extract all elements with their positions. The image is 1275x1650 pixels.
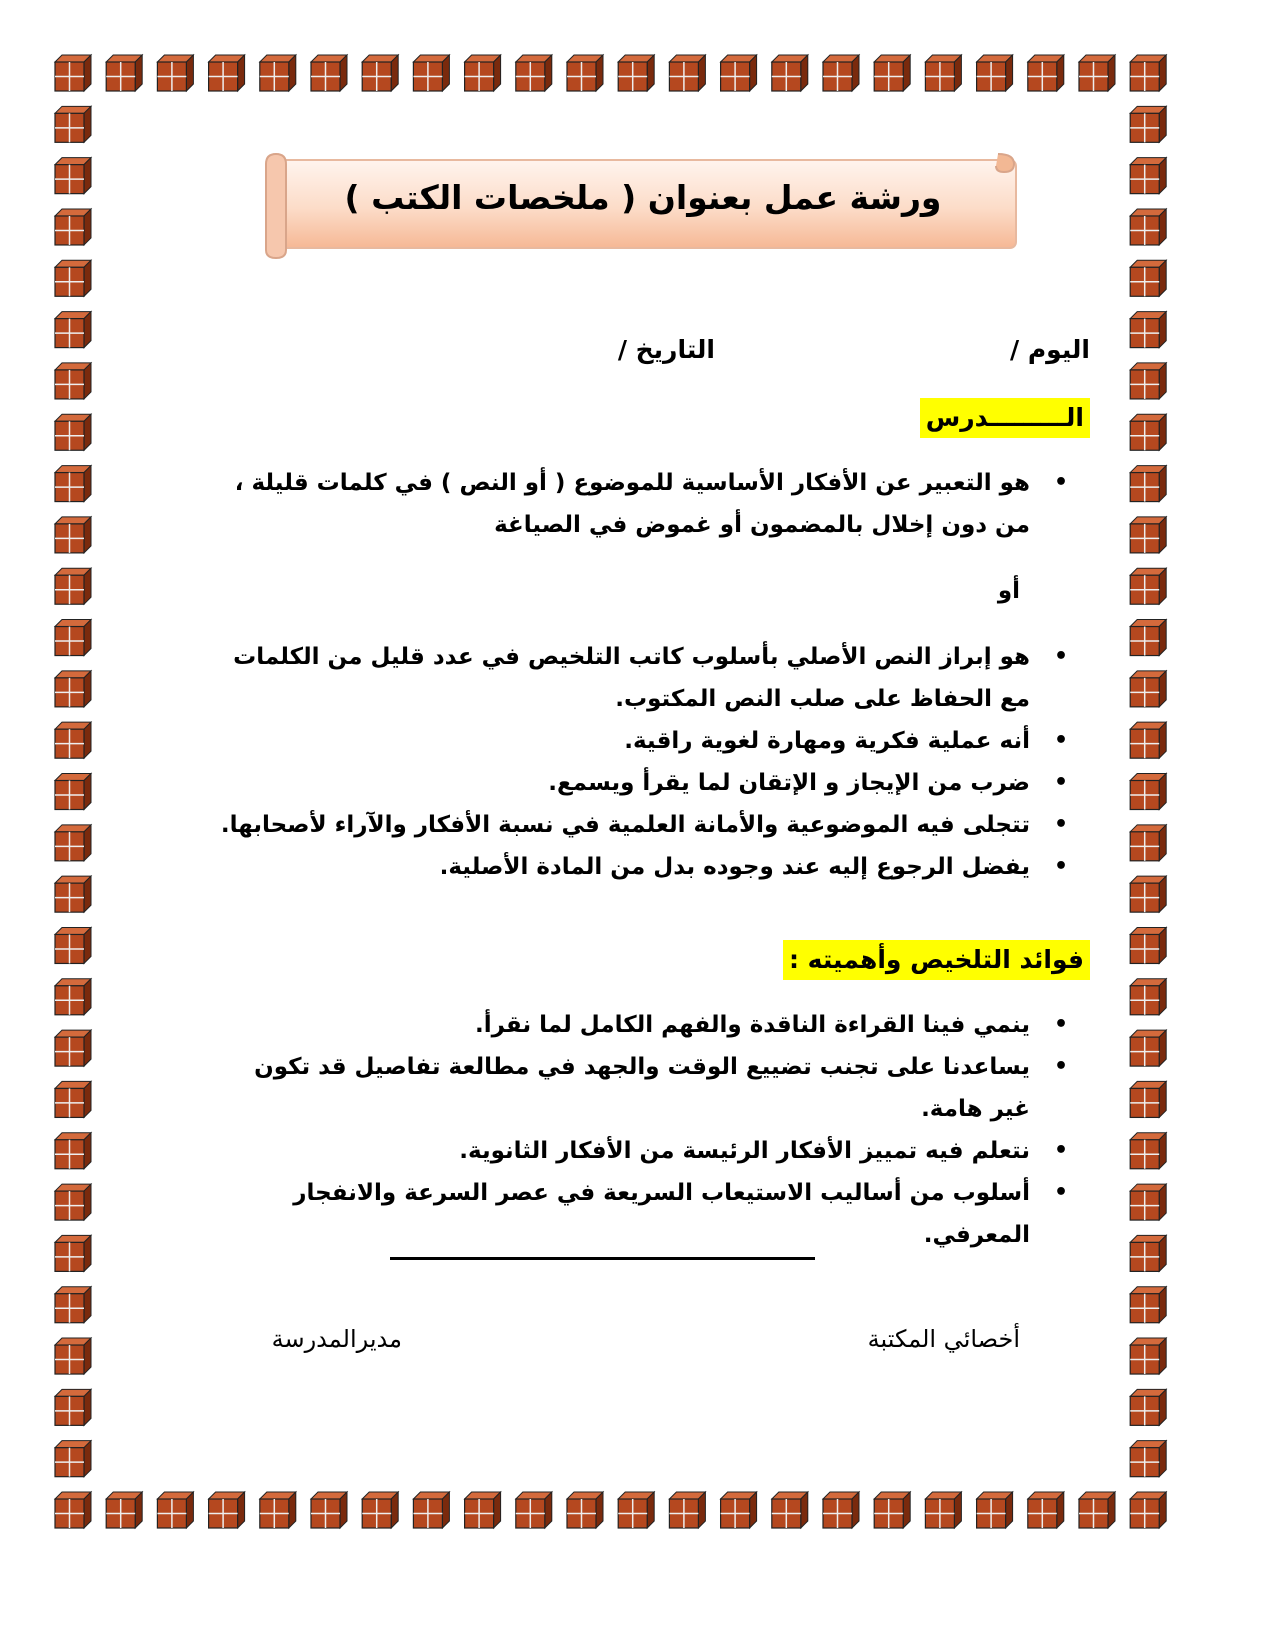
brick-cube-icon — [1130, 1235, 1166, 1271]
brick-cube-icon — [209, 1492, 245, 1528]
brick-cube-icon — [1130, 774, 1166, 810]
list-item-text: ينمي فينا القراءة الناقدة والفهم الكامل لما نقرأ. — [474, 1012, 1030, 1038]
benefits-heading: فوائد التلخيص وأهميته : — [783, 940, 1090, 980]
or-word: أو — [997, 578, 1020, 604]
brick-cube-icon — [1130, 414, 1166, 450]
brick-cube-icon — [874, 1492, 910, 1528]
brick-cube-icon — [925, 1492, 961, 1528]
brick-cube-icon — [1130, 722, 1166, 758]
brick-cube-icon — [1130, 1338, 1166, 1374]
brick-cube-icon — [55, 1184, 91, 1220]
brick-cube-icon — [1028, 55, 1064, 91]
brick-cube-icon — [669, 1492, 705, 1528]
brick-cube-icon — [55, 1492, 91, 1528]
brick-cube-icon — [55, 260, 91, 296]
brick-cube-icon — [1028, 1492, 1064, 1528]
brick-cube-icon — [55, 927, 91, 963]
brick-cube-icon — [516, 1492, 552, 1528]
list-item — [210, 636, 1068, 720]
list-item — [210, 1130, 1068, 1172]
brick-cube-icon — [413, 1492, 449, 1528]
brick-cube-icon — [977, 55, 1013, 91]
brick-cube-icon — [55, 55, 91, 91]
brick-cube-icon — [772, 1492, 808, 1528]
brick-cube-icon — [1130, 517, 1166, 553]
list-item-text: يفضل الرجوع إليه عند وجوده بدل من المادة الأصلية. — [439, 854, 1030, 880]
bullet-dot-icon: • — [1053, 1054, 1068, 1079]
brick-cube-icon — [55, 1338, 91, 1374]
brick-cube-icon — [413, 55, 449, 91]
brick-cube-icon — [1130, 1441, 1166, 1477]
list-item-text: هو التعبير عن الأفكار الأساسية للموضوع ( أو النص ) في كلمات قليلة ، من دون إخلال بالمضمون أو غموض في الصياغة — [234, 470, 1030, 538]
brick-cube-icon — [260, 55, 296, 91]
brick-cube-icon — [55, 1030, 91, 1066]
brick-cube-icon — [55, 1133, 91, 1169]
brick-cube-icon — [106, 55, 142, 91]
list-item — [210, 1004, 1068, 1046]
brick-cube-icon — [260, 1492, 296, 1528]
brick-cube-icon — [1130, 1030, 1166, 1066]
brick-cube-icon — [55, 620, 91, 656]
date-label: التاريخ / — [617, 335, 715, 364]
bullet-dot-icon: • — [1053, 1012, 1068, 1037]
horizontal-divider — [390, 1257, 815, 1260]
list-item — [210, 1172, 1068, 1256]
list-item-text: ضرب من الإيجاز و الإتقان لما يقرأ ويسمع. — [548, 770, 1030, 796]
brick-cube-icon — [55, 158, 91, 194]
brick-cube-icon — [1130, 979, 1166, 1015]
brick-cube-icon — [55, 671, 91, 707]
list-item-text: نتعلم فيه تمييز الأفكار الرئيسة من الأفكار الثانوية. — [459, 1138, 1030, 1164]
brick-cube-icon — [772, 55, 808, 91]
brick-cube-icon — [465, 1492, 501, 1528]
brick-cube-icon — [55, 106, 91, 142]
list-item — [210, 846, 1068, 888]
brick-cube-icon — [106, 1492, 142, 1528]
brick-cube-icon — [1130, 1287, 1166, 1323]
brick-cube-icon — [55, 774, 91, 810]
list-item — [210, 804, 1068, 846]
lesson-list — [210, 636, 1068, 888]
bullet-dot-icon: • — [1053, 644, 1068, 669]
brick-cube-icon — [925, 55, 961, 91]
brick-cube-icon — [55, 517, 91, 553]
brick-cube-icon — [1130, 1081, 1166, 1117]
brick-cube-icon — [1130, 671, 1166, 707]
bullet-dot-icon: • — [1053, 470, 1068, 495]
brick-cube-icon — [1130, 825, 1166, 861]
brick-cube-icon — [55, 209, 91, 245]
bullet-dot-icon: • — [1053, 854, 1068, 879]
brick-cube-icon — [55, 876, 91, 912]
bullet-dot-icon: • — [1053, 770, 1068, 795]
list-item-text: أنه عملية فكرية ومهارة لغوية راقية. — [624, 728, 1030, 754]
brick-cube-icon — [157, 1492, 193, 1528]
brick-cube-icon — [823, 1492, 859, 1528]
benefits-list — [210, 1004, 1068, 1256]
list-item — [210, 1046, 1068, 1130]
brick-cube-icon — [1130, 876, 1166, 912]
brick-cube-icon — [618, 1492, 654, 1528]
brick-cube-icon — [1130, 466, 1166, 502]
brick-cube-icon — [823, 55, 859, 91]
brick-cube-icon — [1130, 1184, 1166, 1220]
brick-cube-icon — [311, 1492, 347, 1528]
brick-cube-icon — [1130, 363, 1166, 399]
brick-cube-icon — [362, 1492, 398, 1528]
list-item — [210, 720, 1068, 762]
brick-cube-icon — [1130, 158, 1166, 194]
brick-cube-icon — [1079, 55, 1115, 91]
list-item — [210, 462, 1068, 546]
brick-cube-icon — [55, 414, 91, 450]
brick-cube-icon — [311, 55, 347, 91]
list-item-text: تتجلى فيه الموضوعية والأمانة العلمية في نسبة الأفكار والآراء لأصحابها. — [220, 812, 1030, 838]
brick-cube-icon — [55, 1081, 91, 1117]
list-item-text: هو إبراز النص الأصلي بأسلوب كاتب التلخيص في عدد قليل من الكلمات مع الحفاظ على صلب النص المكتوب. — [233, 644, 1030, 712]
brick-cube-icon — [618, 55, 654, 91]
brick-cube-icon — [55, 825, 91, 861]
list-item — [210, 762, 1068, 804]
brick-cube-icon — [874, 55, 910, 91]
brick-cube-icon — [55, 979, 91, 1015]
brick-cube-icon — [1130, 106, 1166, 142]
principal-signature-label: مديرالمدرسة — [271, 1325, 402, 1353]
lesson-heading: الـــــــــدرس — [920, 398, 1090, 438]
brick-cube-icon — [516, 55, 552, 91]
bullet-dot-icon: • — [1053, 1180, 1068, 1205]
brick-cube-icon — [55, 466, 91, 502]
list-item-text: يساعدنا على تجنب تضييع الوقت والجهد في مطالعة تفاصيل قد تكون غير هامة. — [254, 1054, 1030, 1122]
brick-cube-icon — [209, 55, 245, 91]
brick-cube-icon — [567, 1492, 603, 1528]
brick-cube-icon — [1130, 1133, 1166, 1169]
brick-cube-icon — [1130, 209, 1166, 245]
brick-cube-icon — [362, 55, 398, 91]
brick-cube-icon — [55, 1235, 91, 1271]
brick-cube-icon — [1130, 568, 1166, 604]
brick-cube-icon — [1130, 55, 1166, 91]
brick-cube-icon — [55, 1287, 91, 1323]
page-title: ورشة عمل بعنوان ( ملخصات الكتب ) — [344, 178, 942, 217]
brick-cube-icon — [55, 568, 91, 604]
bullet-dot-icon: • — [1053, 728, 1068, 753]
brick-cube-icon — [721, 55, 757, 91]
brick-cube-icon — [1130, 260, 1166, 296]
definition-list — [210, 462, 1068, 546]
brick-cube-icon — [55, 363, 91, 399]
bullet-dot-icon: • — [1053, 1138, 1068, 1163]
day-label: اليوم / — [1010, 335, 1090, 364]
brick-cube-icon — [465, 55, 501, 91]
brick-cube-icon — [55, 722, 91, 758]
brick-cube-icon — [1130, 1492, 1166, 1528]
brick-cube-icon — [1130, 1389, 1166, 1425]
brick-cube-icon — [1130, 927, 1166, 963]
list-item-text: أسلوب من أساليب الاستيعاب السريعة في عصر السرعة والانفجار المعرفي. — [293, 1180, 1030, 1248]
brick-cube-icon — [157, 55, 193, 91]
brick-cube-icon — [55, 1389, 91, 1425]
bullet-dot-icon: • — [1053, 812, 1068, 837]
brick-cube-icon — [567, 55, 603, 91]
title-banner — [258, 150, 1028, 260]
brick-cube-icon — [55, 312, 91, 348]
brick-cube-icon — [1130, 620, 1166, 656]
brick-cube-icon — [977, 1492, 1013, 1528]
brick-cube-icon — [1079, 1492, 1115, 1528]
brick-cube-icon — [721, 1492, 757, 1528]
librarian-signature-label: أخصائي المكتبة — [867, 1325, 1020, 1353]
brick-cube-icon — [1130, 312, 1166, 348]
brick-cube-icon — [669, 55, 705, 91]
brick-cube-icon — [55, 1441, 91, 1477]
